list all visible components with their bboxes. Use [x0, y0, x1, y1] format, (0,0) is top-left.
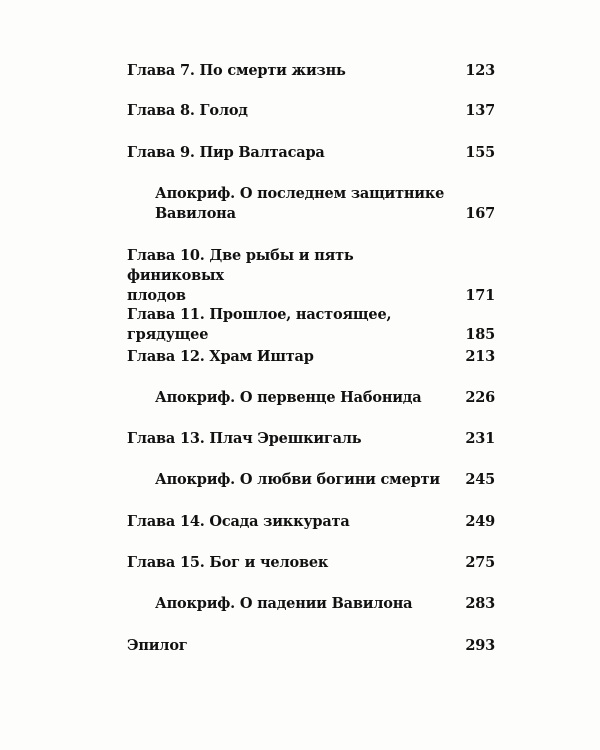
toc-entry-chapter-13	[127, 429, 495, 449]
toc-entry-page: 275	[465, 554, 495, 571]
toc-entry-title: Глава 9. Пир Валтасара	[127, 144, 325, 161]
toc-entry-title: Апокриф. О первенце Набонида	[155, 389, 422, 406]
toc-entry-page: 231	[465, 430, 495, 447]
toc-entry-title: Глава 14. Осада зиккурата	[127, 513, 350, 530]
toc-entry-title: Эпилог	[127, 637, 188, 654]
toc-entry-page: 155	[465, 144, 495, 161]
toc-entry-title: Апокриф. О последнем защитнике Вавилона	[155, 185, 445, 222]
toc-entry-page: 171	[465, 287, 495, 304]
toc-entry-chapter-10	[127, 246, 495, 306]
toc-entry-page: 283	[465, 595, 495, 612]
toc-entry-chapter-8	[127, 101, 495, 121]
toc-entry-title: Глава 11. Прошлое, настоящее, грядущее	[127, 306, 392, 343]
toc-entry-title: Глава 13. Плач Эрешкигаль	[127, 430, 362, 447]
toc-entry-page: 167	[465, 205, 495, 222]
toc-entry-apocrypha-love	[155, 470, 495, 490]
toc-entry-epilogue	[127, 636, 495, 656]
toc-entry-title: Глава 12. Храм Иштар	[127, 348, 314, 365]
toc-entry-title: Глава 15. Бог и человек	[127, 554, 329, 571]
toc-entry-page: 226	[465, 389, 495, 406]
toc-entry-chapter-15	[127, 553, 495, 573]
toc-entry-title: Апокриф. О падении Вавилона	[155, 595, 413, 612]
toc-entry-page: 245	[465, 471, 495, 488]
toc-entry-title: Глава 10. Две рыбы и пять финиковых плодов	[127, 247, 354, 304]
toc-entry-page: 137	[465, 102, 495, 119]
toc-entry-apocrypha-fall	[155, 594, 495, 614]
toc-entry-page: 185	[465, 326, 495, 343]
toc-entry-title: Глава 8. Голод	[127, 102, 248, 119]
toc-entry-page: 213	[465, 348, 495, 365]
toc-entry-page: 293	[465, 637, 495, 654]
toc-entry-title: Глава 7. По смерти жизнь	[127, 62, 346, 79]
toc-entry-page: 123	[465, 62, 495, 79]
toc-entry-apocrypha-firstborn	[155, 388, 495, 408]
toc-entry-chapter-12	[127, 347, 495, 367]
toc-entry-chapter-9	[127, 143, 495, 163]
toc-entry-chapter-11	[127, 305, 495, 345]
toc-entry-chapter-14	[127, 512, 495, 532]
toc-entry-title: Апокриф. О любви богини смерти	[155, 471, 440, 488]
toc-entry-chapter-7	[127, 61, 495, 81]
toc-entry-page: 249	[465, 513, 495, 530]
toc-entry-apocrypha-last-defender	[155, 184, 495, 224]
